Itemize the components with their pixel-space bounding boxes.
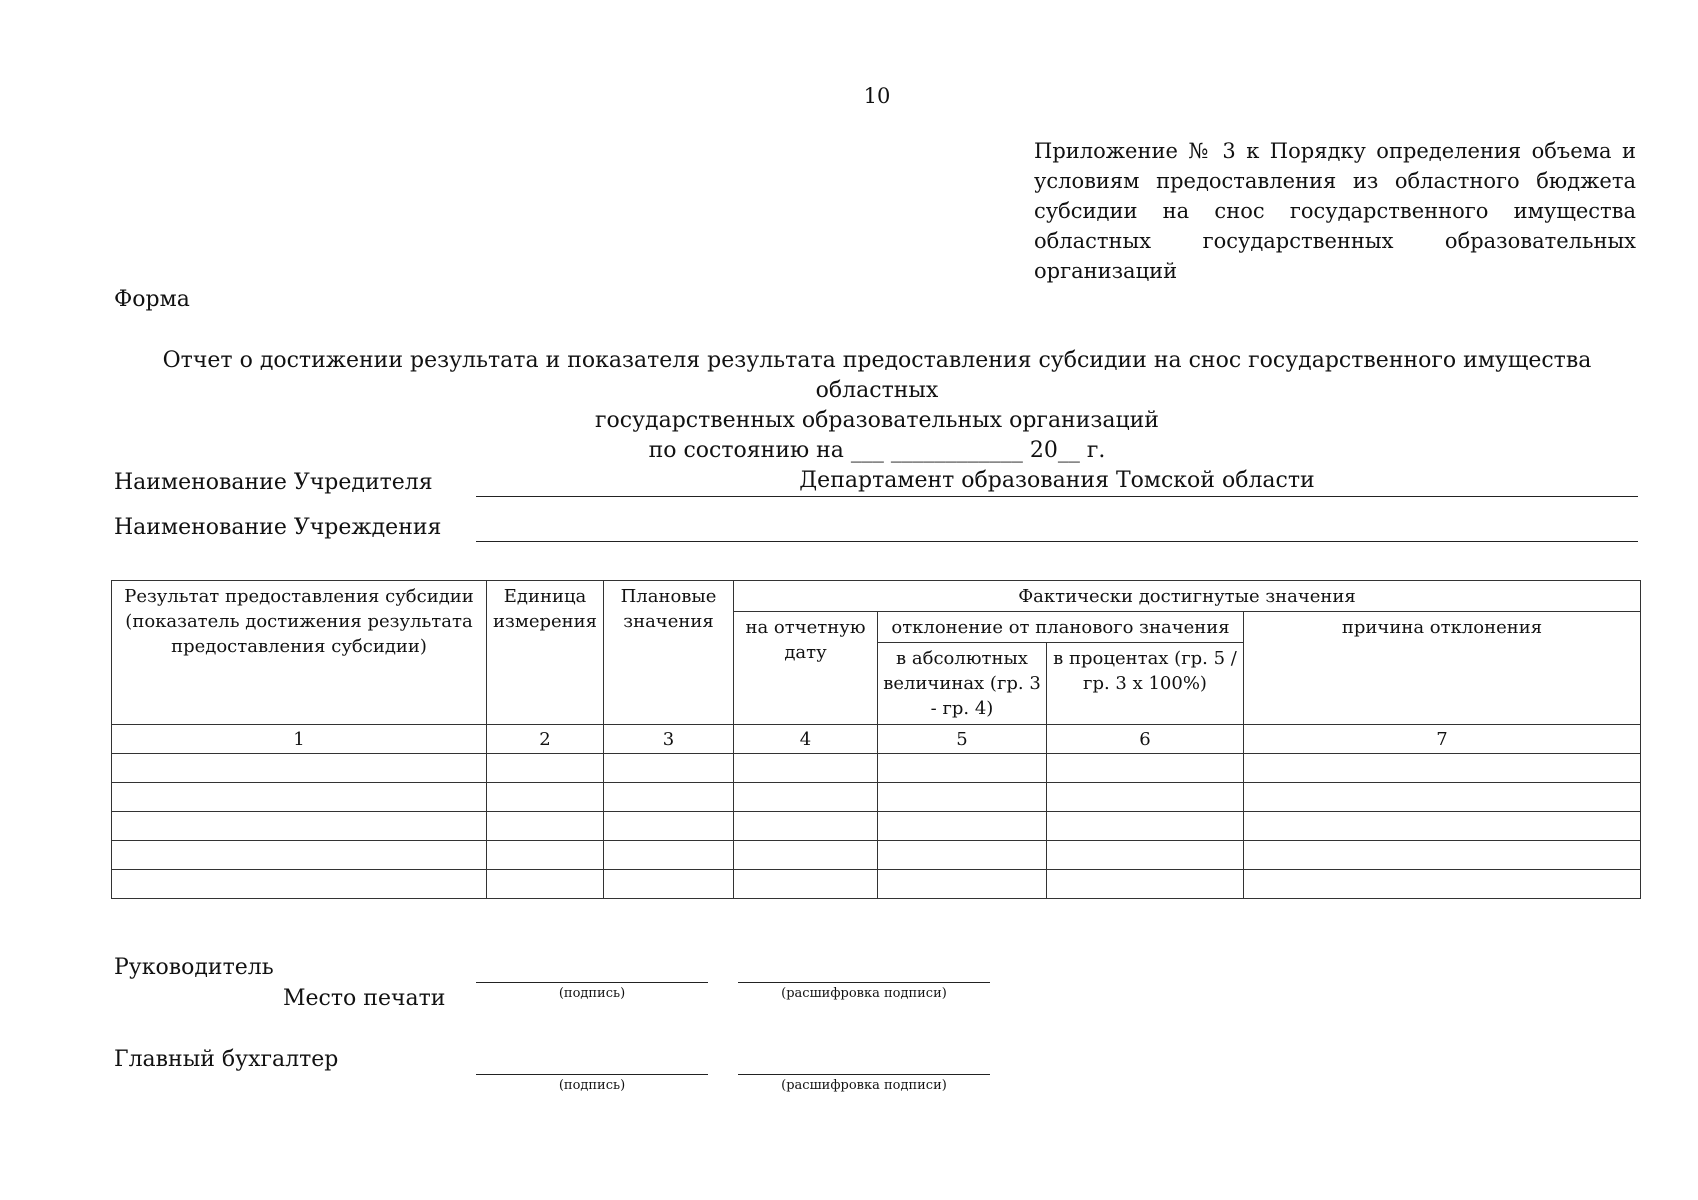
table-cell[interactable]: [112, 870, 487, 899]
table-cell[interactable]: [487, 870, 604, 899]
table-cell[interactable]: [112, 841, 487, 870]
table-cell[interactable]: [487, 754, 604, 783]
header-absolute: в абсолютных величинах (гр. 3 - гр. 4): [878, 643, 1047, 725]
table-body: [112, 754, 1641, 899]
table-row: [112, 783, 1641, 812]
table-cell[interactable]: [734, 812, 878, 841]
founder-field[interactable]: Департамент образования Томской области: [476, 466, 1638, 497]
column-number: 4: [734, 725, 878, 754]
table-cell[interactable]: [487, 841, 604, 870]
table-cell[interactable]: [878, 812, 1047, 841]
column-number: 2: [487, 725, 604, 754]
form-label: Форма: [114, 287, 190, 312]
table-cell[interactable]: [878, 841, 1047, 870]
title-line-2: государственных образовательных организаций: [595, 408, 1159, 433]
accountant-decoding-line[interactable]: [738, 1074, 990, 1075]
header-reason: причина отклонения: [1244, 612, 1641, 725]
appendix-note: Приложение № 3 к Порядку определения объема и условиям предоставления из областного бюджета субсидии на снос государственного имущества областных государственных образовательных организаций: [1034, 139, 1636, 283]
table-cell[interactable]: [604, 870, 734, 899]
table-cell[interactable]: [1244, 870, 1641, 899]
header-actual: Фактически достигнутые значения: [734, 581, 1641, 612]
header-result: Результат предоставления субсидии (показатель достижения результата предоставления субсидии): [112, 581, 487, 725]
table-cell[interactable]: [1047, 754, 1244, 783]
table-cell[interactable]: [604, 812, 734, 841]
table-row: [112, 754, 1641, 783]
table-cell[interactable]: [1047, 783, 1244, 812]
header-percent: в процентах (гр. 5 / гр. 3 х 100%): [1047, 643, 1244, 725]
table-row: [112, 870, 1641, 899]
head-decoding-caption: (расшифровка подписи): [781, 986, 947, 1001]
column-number: 6: [1047, 725, 1244, 754]
table-cell[interactable]: [1244, 841, 1641, 870]
table-cell[interactable]: [878, 870, 1047, 899]
header-planned: Плановые значения: [604, 581, 734, 725]
founder-label: Наименование Учредителя: [114, 470, 433, 495]
table-cell[interactable]: [734, 754, 878, 783]
column-numbers-row: [112, 725, 1641, 754]
table-row: [112, 841, 1641, 870]
report-table: [111, 580, 1641, 899]
table-cell[interactable]: [604, 783, 734, 812]
table-cell[interactable]: [604, 754, 734, 783]
table-cell[interactable]: [1047, 841, 1244, 870]
table-cell[interactable]: [604, 841, 734, 870]
column-number: 3: [604, 725, 734, 754]
head-decoding-line[interactable]: [738, 982, 990, 983]
page-number: 10: [863, 84, 891, 108]
column-number: 5: [878, 725, 1047, 754]
accountant-decoding-caption: (расшифровка подписи): [781, 1078, 947, 1093]
table-cell[interactable]: [734, 783, 878, 812]
institution-label: Наименование Учреждения: [114, 515, 442, 540]
table-cell[interactable]: [878, 783, 1047, 812]
table-cell[interactable]: [1244, 812, 1641, 841]
column-number: 1: [112, 725, 487, 754]
table-cell[interactable]: [487, 783, 604, 812]
column-number: 7: [1244, 725, 1641, 754]
head-label: Руководитель: [114, 955, 274, 980]
table-cell[interactable]: [1047, 812, 1244, 841]
header-unit: Единица измерения: [487, 581, 604, 725]
head-signature-line[interactable]: [476, 982, 708, 983]
report-title: [114, 346, 1640, 466]
table-cell[interactable]: [112, 783, 487, 812]
table-cell[interactable]: [1244, 754, 1641, 783]
accountant-label: Главный бухгалтер: [114, 1047, 339, 1072]
table-cell[interactable]: [878, 754, 1047, 783]
table-cell[interactable]: [1047, 870, 1244, 899]
table-cell[interactable]: [1244, 783, 1641, 812]
table-cell[interactable]: [487, 812, 604, 841]
table-cell[interactable]: [112, 812, 487, 841]
table-cell[interactable]: [734, 870, 878, 899]
accountant-signature-caption: (подпись): [558, 1078, 626, 1093]
header-on-date: на отчетную дату: [734, 612, 878, 725]
table-cell[interactable]: [112, 754, 487, 783]
table-cell[interactable]: [734, 841, 878, 870]
table-row: [112, 812, 1641, 841]
head-signature-caption: (подпись): [558, 986, 626, 1001]
institution-field[interactable]: [476, 511, 1638, 542]
accountant-signature-line[interactable]: [476, 1074, 708, 1075]
header-deviation: отклонение от планового значения: [878, 612, 1244, 643]
title-line-1: Отчет о достижении результата и показателя результата предоставления субсидии на снос государственного имущества областных: [162, 348, 1592, 403]
title-line-3: по состоянию на ___ ____________ 20__ г.: [648, 438, 1106, 463]
seal-label: Место печати: [283, 986, 446, 1011]
